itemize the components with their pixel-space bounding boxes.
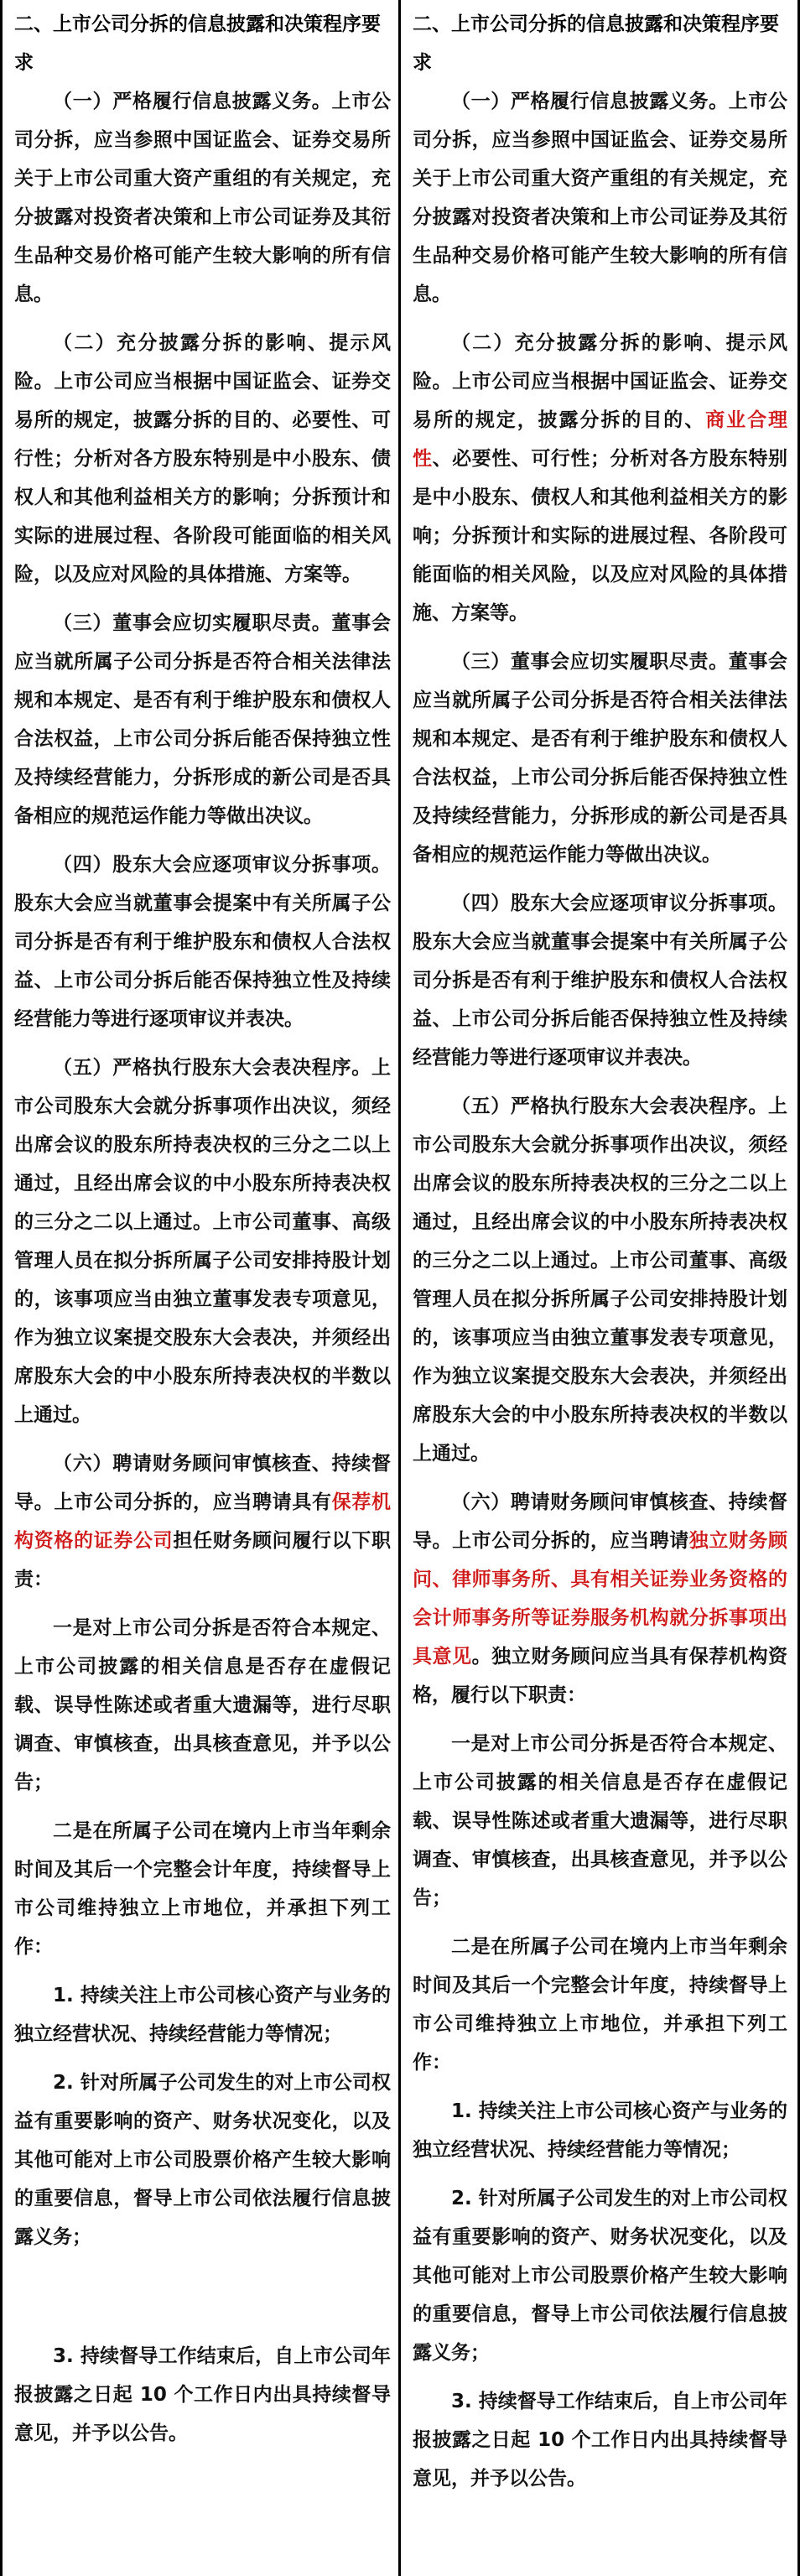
- clause-6: [413, 1483, 787, 1715]
- duty-2: 二是在所属子公司在境内上市当年剩余时间及其后一个完整会计年度，持续督导上市公司维持独立上市地位，并承担下列工作：: [14, 1820, 391, 1958]
- task-1: 1. 持续关注上市公司核心资产与业务的独立经营状况、持续经营能力等情况；: [413, 2100, 787, 2161]
- column-revised-content: [413, 5, 787, 2498]
- duty-1: 一是对上市公司分拆是否符合本规定、上市公司披露的相关信息是否存在虚假记载、误导性陈述或者重大遗漏等，进行尽职调查、审慎核查，出具核查意见，并予以公告；: [413, 1733, 787, 1909]
- clause-5: （五）严格执行股东大会表决程序。上市公司股东大会就分拆事项作出决议，须经出席会议的股东所持表决权的三分之二以上通过，且经出席会议的中小股东所持表决权的三分之二以上通过。上市公司董事、高级管理人员在拟分拆所属子公司安排持股计划的，该事项应当由独立董事发表专项意见，作为独立议案提交股东大会表决，并须经出席股东大会的中小股东所持表决权的半数以上通过。: [14, 1057, 391, 1426]
- clause-2: [413, 324, 787, 632]
- clause-4: （四）股东大会应逐项审议分拆事项。股东大会应当就董事会提案中有关所属子公司分拆是否有利于维护股东和债权人合法权益、上市公司分拆后能否保持独立性及持续经营能力等进行逐项审议并表决。: [413, 892, 787, 1069]
- clause-6-highlight: 保荐机构资格的证券公司: [14, 1491, 392, 1552]
- clause-6-highlight: 独立财务顾问、律师事务所、具有相关证券业务资格的会计师事务所等证券服务机构就分拆事项出具意见: [413, 1530, 788, 1668]
- column-original: [3, 0, 401, 2576]
- task-3: 3. 持续督导工作结束后，自上市公司年报披露之日起 10 个工作日内出具持续督导意见，并予以公告。: [413, 2391, 787, 2490]
- clause-1: （一）严格履行信息披露义务。上市公司分拆，应当参照中国证监会、证券交易所关于上市公司重大资产重组的有关规定，充分披露对投资者决策和上市公司证券及其衍生品种交易价格可能产生较大影响的所有信息。: [413, 91, 787, 305]
- section-title: 二、上市公司分拆的信息披露和决策程序要求: [413, 13, 779, 74]
- task-1: 1. 持续关注上市公司核心资产与业务的独立经营状况、持续经营能力等情况；: [14, 1985, 391, 2045]
- clause-6-text-a: （六）聘请财务顾问审慎核查、持续督导。上市公司分拆的，应当聘请具有: [14, 1453, 391, 1513]
- section-title: 二、上市公司分拆的信息披露和决策程序要求: [14, 13, 381, 74]
- clause-5: （五）严格执行股东大会表决程序。上市公司股东大会就分拆事项作出决议，须经出席会议的股东所持表决权的三分之二以上通过，且经出席会议的中小股东所持表决权的三分之二以上通过。上市公司董事、高级管理人员在拟分拆所属子公司安排持股计划的，该事项应当由独立董事发表专项意见，作为独立议案提交股东大会表决，并须经出席股东大会的中小股东所持表决权的半数以上通过。: [413, 1095, 787, 1465]
- task-2: 2. 针对所属子公司发生的对上市公司权益有重要影响的资产、财务状况变化，以及其他可能对上市公司股票价格产生较大影响的重要信息，督导上市公司依法履行信息披露义务；: [413, 2188, 787, 2364]
- clause-2: （二）充分披露分拆的影响、提示风险。上市公司应当根据中国证监会、证券交易所的规定，披露分拆的目的、必要性、可行性；分析对各方股东特别是中小股东、债权人和其他利益相关方的影响；分拆预计和实际的进展过程、各阶段可能面临的相关风险，以及应对风险的具体措施、方案等。: [14, 332, 391, 585]
- clause-6-text-b: 。独立财务顾问应当具有保荐机构资格，履行以下职责：: [413, 1646, 788, 1706]
- clause-2-text-a: （二）充分披露分拆的影响、提示风险。上市公司应当根据中国证监会、证券交易所的规定，披露分拆的目的、: [413, 332, 787, 431]
- clause-2-highlight: 商业合理性: [413, 409, 788, 470]
- duty-1: 一是对上市公司分拆是否符合本规定、上市公司披露的相关信息是否存在虚假记载、误导性陈述或者重大遗漏等，进行尽职调查、审慎核查，出具核查意见，并予以公告；: [14, 1617, 391, 1793]
- clause-1: （一）严格履行信息披露义务。上市公司分拆，应当参照中国证监会、证券交易所关于上市公司重大资产重组的有关规定，充分披露对投资者决策和上市公司证券及其衍生品种交易价格可能产生较大影响的所有信息。: [14, 91, 391, 305]
- clause-4: （四）股东大会应逐项审议分拆事项。股东大会应当就董事会提案中有关所属子公司分拆是否有利于维护股东和债权人合法权益、上市公司分拆后能否保持独立性及持续经营能力等进行逐项审议并表决。: [14, 854, 391, 1030]
- column-revised: [401, 0, 797, 2576]
- task-3: 3. 持续督导工作结束后，自上市公司年报披露之日起 10 个工作日内出具持续督导意见，并予以公告。: [14, 2345, 391, 2444]
- clause-6-text-a: （六）聘请财务顾问审慎核查、持续督导。上市公司分拆的，应当聘请: [413, 1491, 787, 1552]
- clause-6: [14, 1444, 391, 1599]
- clause-2-text-b: 、必要性、可行性；分析对各方股东特别是中小股东、债权人和其他利益相关方的影响；分拆预计和实际的进展过程、各阶段可能面临的相关风险，以及应对风险的具体措施、方案等。: [413, 448, 788, 624]
- clause-3: （三）董事会应切实履职尽责。董事会应当就所属子公司分拆是否符合相关法律法规和本规定、是否有利于维护股东和债权人合法权益，上市公司分拆后能否保持独立性及持续经营能力，分拆形成的新公司是否具备相应的规范运作能力等做出决议。: [413, 651, 787, 866]
- duty-2: 二是在所属子公司在境内上市当年剩余时间及其后一个完整会计年度，持续督导上市公司维持独立上市地位，并承担下列工作：: [413, 1936, 787, 2074]
- clause-3: （三）董事会应切实履职尽责。董事会应当就所属子公司分拆是否符合相关法律法规和本规定、是否有利于维护股东和债权人合法权益，上市公司分拆后能否保持独立性及持续经营能力，分拆形成的新公司是否具备相应的规范运作能力等做出决议。: [14, 612, 391, 827]
- column-original-content: [14, 5, 391, 2453]
- clause-6-text-b: 担任财务顾问履行以下职责：: [14, 1530, 392, 1590]
- task-2: 2. 针对所属子公司发生的对上市公司权益有重要影响的资产、财务状况变化，以及其他可能对上市公司股票价格产生较大影响的重要信息，督导上市公司依法履行信息披露义务；: [14, 2072, 391, 2248]
